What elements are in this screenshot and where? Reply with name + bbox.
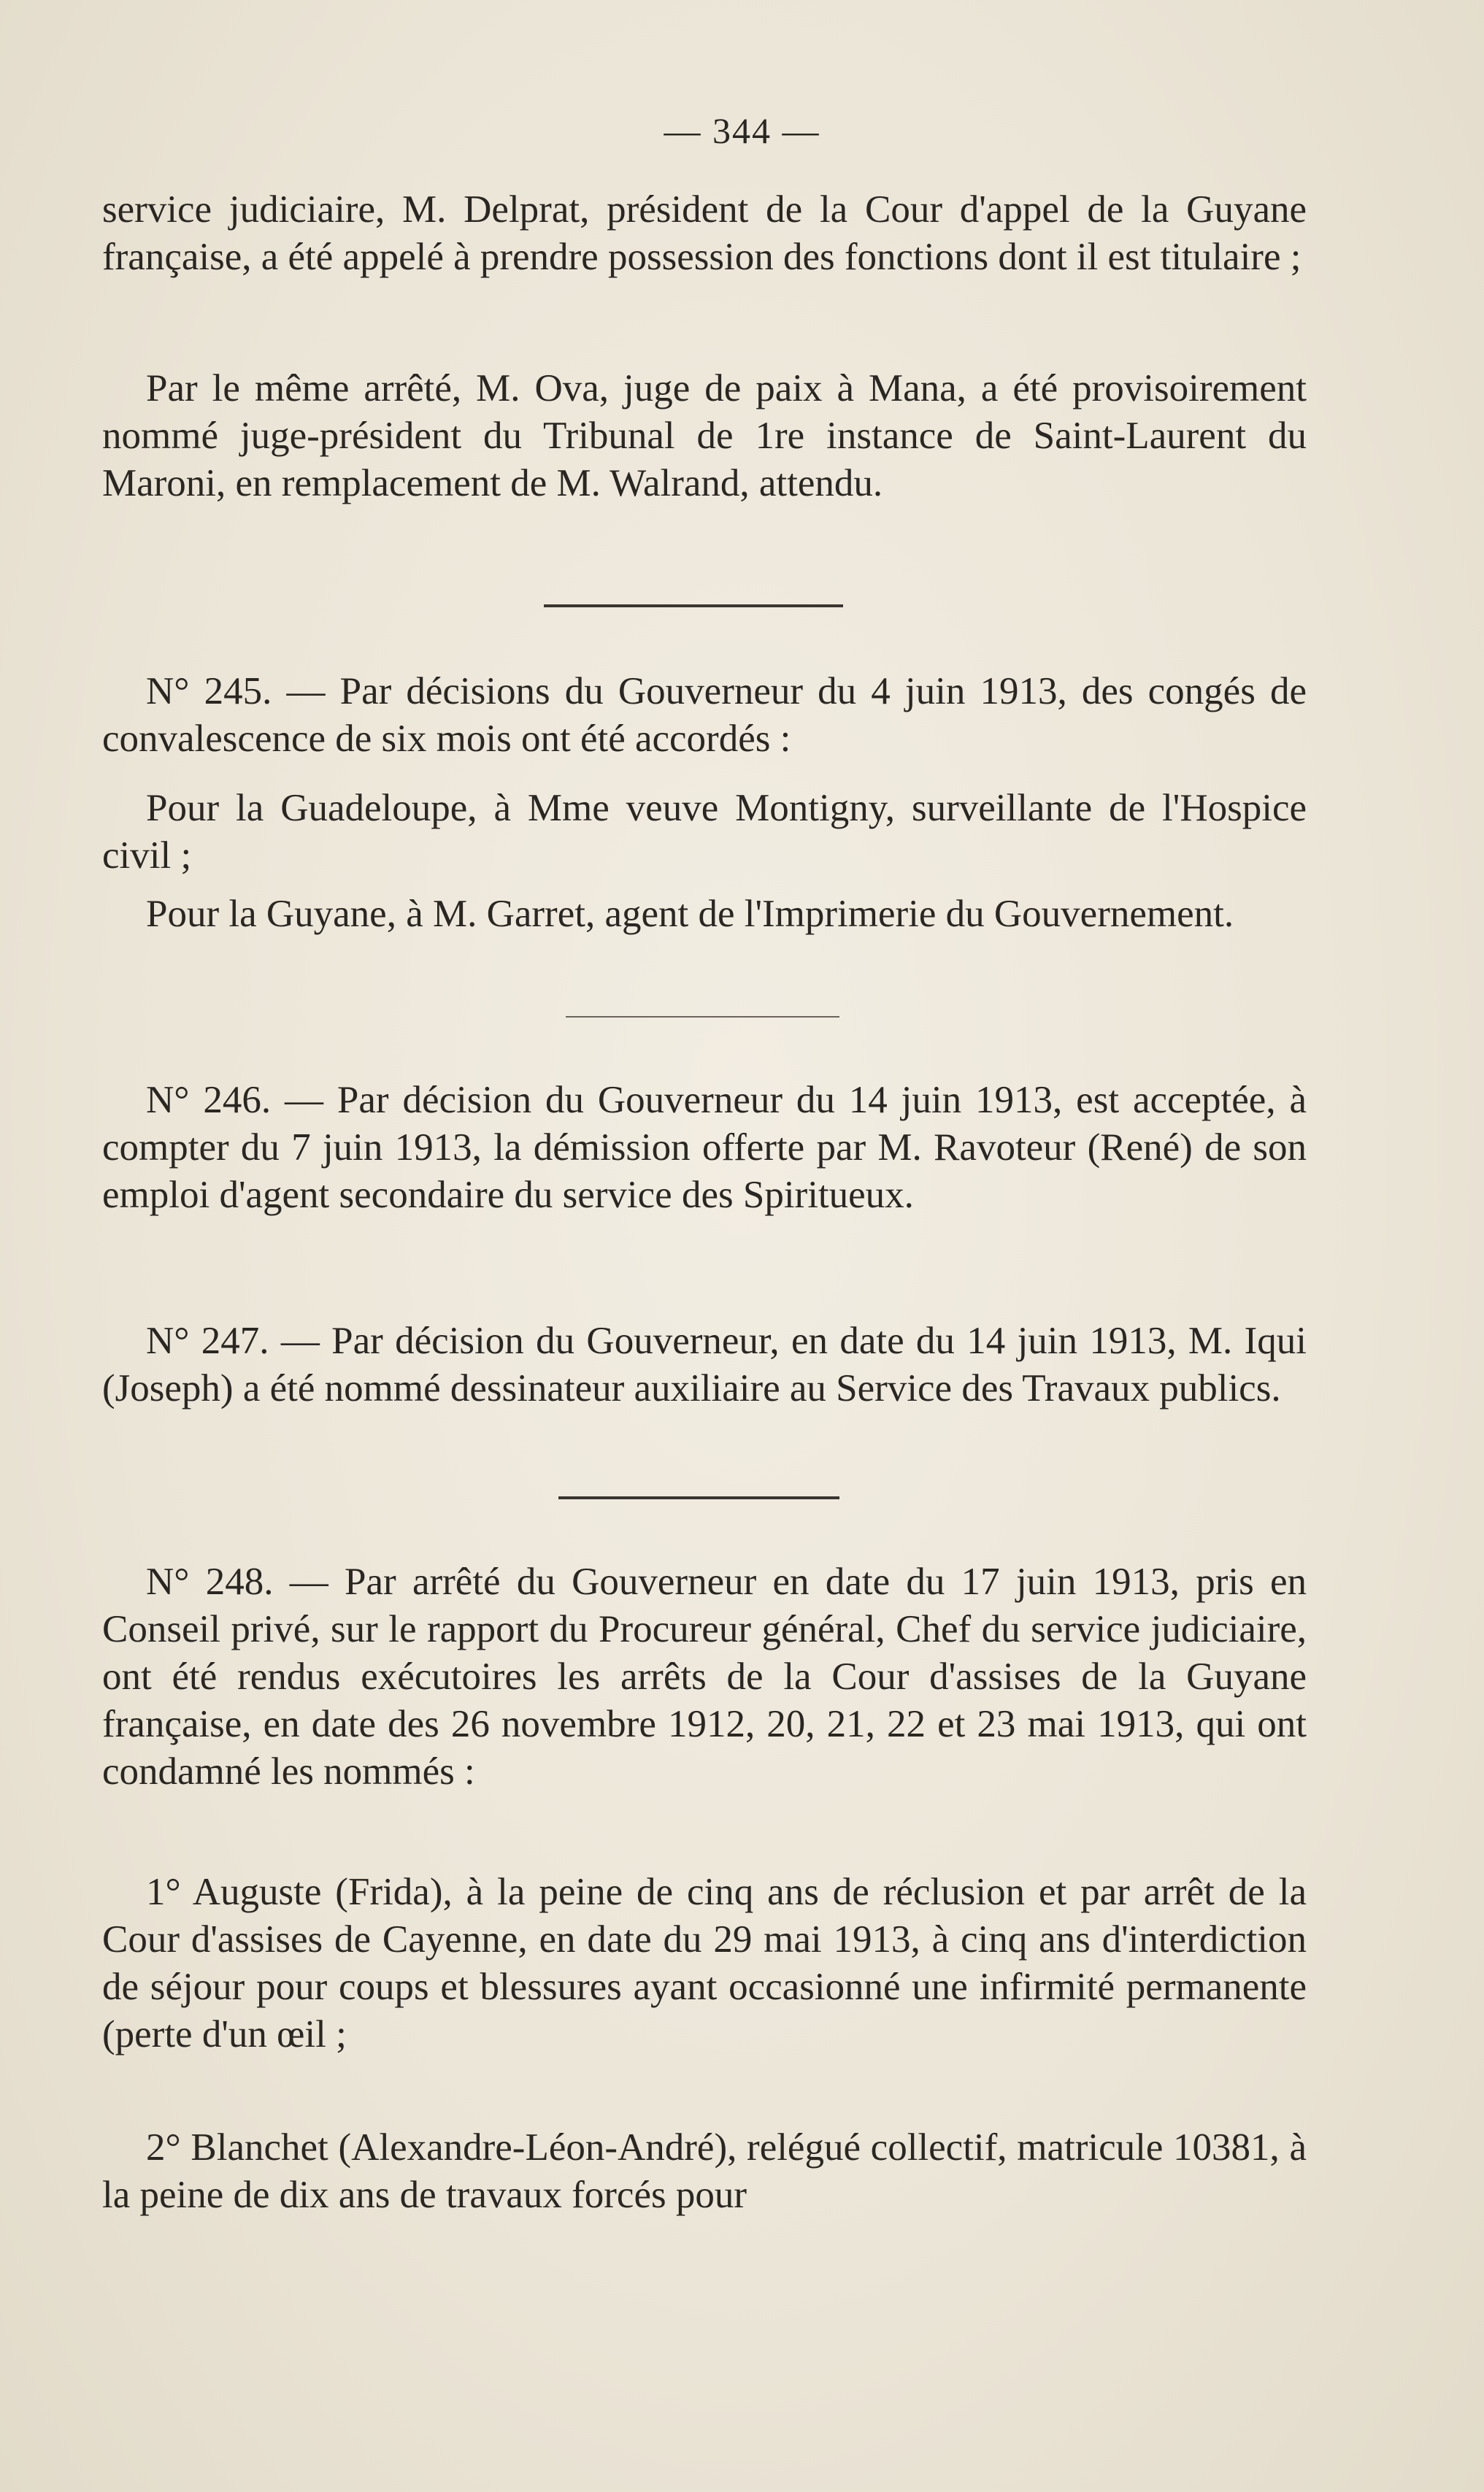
decision-247 [102, 1318, 1307, 1412]
decision-245 [102, 668, 1307, 763]
decision-245-b [102, 785, 1307, 880]
decision-246 [102, 1077, 1307, 1219]
decision-245-paragraph-1: N° 245. — Par décisions du Gouverneur du 4 juin 1913, des congés de convalescence de six mois ont été accordés : [102, 670, 1307, 760]
decision-248 [102, 1558, 1307, 1796]
decision-248-b [102, 1869, 1307, 2058]
decision-245-c [102, 891, 1307, 938]
decision-245-paragraph-3: Pour la Guyane, à M. Garret, agent de l'Imprimerie du Gouvernement. [146, 893, 1234, 935]
intro-section [102, 186, 1307, 281]
decision-248-paragraph-1: N° 248. — Par arrêté du Gouverneur en date du 17 juin 1913, pris en Conseil privé, sur le rapport du Procureur général, Chef du service judiciaire, ont été rendus exécutoires les arrêts de la Cour d'assises de la Guyane française, en date des 26 novembre 1912, 20, 21, 22 et 23 mai 1913, qui ont condamné les nommés : [102, 1561, 1307, 1793]
intro-section-2 [102, 365, 1307, 507]
section-divider-2 [566, 1016, 839, 1018]
page-number: — 344 — [664, 110, 820, 151]
section-divider-1 [544, 604, 843, 607]
intro-paragraph-2: Par le même arrêté, M. Ova, juge de paix à Mana, a été provisoirement nommé juge-président du Tribunal de 1re instance de Saint-Laurent du Maroni, en remplacement de M. Walrand, attendu. [102, 367, 1307, 504]
intro-paragraph-1: service judiciaire, M. Delprat, président de la Cour d'appel de la Guyane française, a été appelé à prendre possession des fonctions dont il est titulaire ; [102, 188, 1307, 278]
decision-245-paragraph-2: Pour la Guadeloupe, à Mme veuve Montigny, surveillante de l'Hospice civil ; [102, 787, 1307, 877]
decision-248-paragraph-2: 1° Auguste (Frida), à la peine de cinq ans de réclusion et par arrêt de la Cour d'assises de Cayenne, en date du 29 mai 1913, à cinq ans d'interdiction de séjour pour coups et blessures ayant occasionné une infirmité permanente (perte d'un œil ; [102, 1871, 1307, 2055]
section-divider-3 [558, 1496, 839, 1499]
decision-248-c [102, 2124, 1307, 2219]
decision-246-paragraph-1: N° 246. — Par décision du Gouverneur du 14 juin 1913, est acceptée, à compter du 7 juin 1913, la démission offerte par M. Ravoteur (René) de son emploi d'agent secondaire du service des Spiritueux. [102, 1079, 1307, 1216]
decision-247-paragraph-1: N° 247. — Par décision du Gouverneur, en date du 14 juin 1913, M. Iqui (Joseph) a été nommé dessinateur auxiliaire au Service des Travaux publics. [102, 1320, 1307, 1410]
decision-248-paragraph-3: 2° Blanchet (Alexandre-Léon-André), relégué collectif, matricule 10381, à la peine de dix ans de travaux forcés pour [102, 2126, 1307, 2216]
